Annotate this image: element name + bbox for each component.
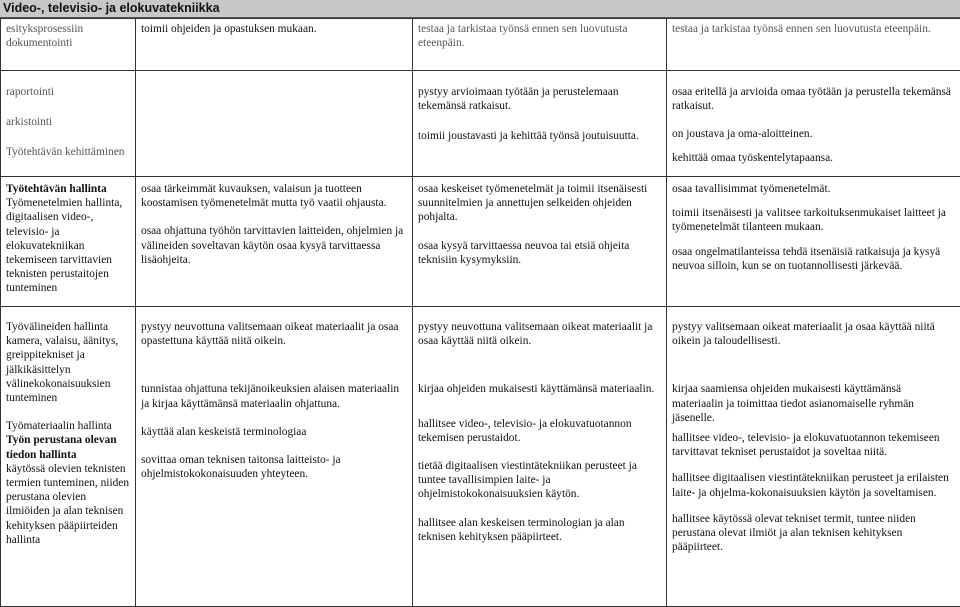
cell-text: testaa ja tarkistaa työnsä ennen sen luovutusta eteenpäin. [418, 22, 661, 50]
row0-col2 [136, 19, 413, 71]
cell-text: osaa eritellä ja arvioida omaa työtään ja perustella tekemänsä ratkaisut. [672, 85, 955, 113]
row2-col4 [667, 177, 960, 307]
cell-text: osaa tärkeimmät kuvauksen, valaisun ja tuotteen koostamisen työmenetelmät mutta työ vaatii ohjausta. [141, 182, 407, 210]
row2-col3 [413, 177, 667, 307]
cell-text: Työmateriaalin hallinta [6, 419, 130, 433]
cell-text: on joustava ja oma-aloitteinen. [672, 127, 955, 141]
cell-text: pystyy neuvottuna valitsemaan oikeat materiaalit ja osaa opastettuna käyttää niitä oikein. [141, 320, 407, 348]
cell-text: arkistointi [6, 115, 130, 129]
cell-text: testaa ja tarkistaa työnsä ennen sen luovutusta eteenpäin. [672, 22, 955, 36]
row1-col3 [413, 71, 667, 177]
table-row [1, 307, 960, 607]
cell-text: käyttää alan keskeistä terminologiaa [141, 425, 407, 439]
row1-col1 [1, 71, 136, 177]
cell-text: hallitsee video-, televisio- ja elokuvatuotannon tekemiseen tarvittavat tekniset perustaidot ja soveltaa niitä. [672, 431, 955, 459]
cell-text: pystyy valitsemaan oikeat materiaalit ja osaa käyttää niitä oikein ja taloudellisesti. [672, 320, 955, 348]
table-row [1, 71, 960, 177]
cell-text: osaa ongelmatilanteissa tehdä itsenäisiä ratkaisuja ja kysyä neuvoa silloin, kun se on tuotannollisesti järkevää. [672, 245, 955, 273]
cell-text: Työvälineiden hallinta kamera, valaisu, äänitys, greippitekniset ja jälkikäsittelyn välinekokonaisuuksien tunteminen [6, 320, 130, 405]
cell-text: kirjaa saamiensa ohjeiden mukaisesti käyttämänsä materiaalin ja toimittaa tiedot asianomaiselle ryhmän jäsenelle. [672, 382, 955, 425]
section-heading: Työtehtävän hallinta [6, 182, 130, 196]
row3-col3 [413, 307, 667, 607]
table-row [1, 19, 960, 71]
cell-text: pystyy neuvottuna valitsemaan oikeat materiaalit ja osaa käyttää niitä oikein. [418, 320, 661, 348]
cell-text: hallitsee digitaalisen viestintätekniikan perusteet ja erilaisten laite- ja ohjelma-kokonaisuuksien käytön ja soveltamisen. [672, 471, 955, 499]
row0-col4 [667, 19, 960, 71]
cell-text: toimii joustavasti ja kehittää työnsä joutuisuutta. [418, 129, 661, 143]
cell-text: toimii ohjeiden ja opastuksen mukaan. [141, 22, 407, 36]
cell-text: osaa tavallisimmat työmenetelmät. [672, 182, 955, 196]
cell-text: hallitsee alan keskeisen terminologian ja alan teknisen kehityksen pääpiirteet. [418, 516, 661, 544]
cell-text: toimii itsenäisesti ja valitsee tarkoituksenmukaiset laitteet ja työmenetelmät tilanteen mukaan. [672, 206, 955, 234]
section-heading: Työn perustana olevan tiedon hallinta [6, 433, 130, 461]
table-row [1, 177, 960, 307]
title-bar [0, 0, 960, 18]
cell-text: osaa keskeiset työmenetelmät ja toimii itsenäisesti suunnitelmien ja annettujen selkeiden ohjeiden pohjalta. [418, 182, 661, 225]
row3-col4 [667, 307, 960, 607]
cell-text: tunnistaa ohjattuna tekijänoikeuksien alaisen materiaalin ja kirjaa käyttämänsä materiaalin ohjattuna. [141, 382, 407, 410]
row2-col2 [136, 177, 413, 307]
cell-text: kirjaa ohjeiden mukaisesti käyttämänsä materiaalin. [418, 382, 661, 396]
cell-text: Työtehtävän kehittäminen [6, 145, 130, 159]
cell-text: osaa ohjattuna työhön tarvittavien laitteiden, ohjelmien ja välineiden soveltavan käytön osaa kysyä tarvittaessa lisäohjeita. [141, 224, 407, 267]
cell-text: pystyy arvioimaan työtään ja perustelemaan tekemänsä ratkaisut. [418, 85, 661, 113]
cell-text: hallitsee video-, televisio- ja elokuvatuotannon tekemisen perustaidot. [418, 417, 661, 445]
cell-text: raportointi [6, 85, 130, 99]
cell-text: osaa kysyä tarvittaessa neuvoa tai etsiä ohjeita teknisiin kysymyksiin. [418, 239, 661, 267]
row0-col3 [413, 19, 667, 71]
document-title: Video-, televisio- ja elokuvatekniikka [0, 0, 960, 17]
cell-text: käytössä olevien teknisten termien tunteminen, niiden perustana olevien ilmiöiden ja alan teknisen kehityksen pääpiirteiden hallinta [6, 462, 130, 547]
criteria-table [0, 18, 960, 607]
row3-col1 [1, 307, 136, 607]
cell-text: esityksprosessiin dokumentointi [6, 22, 130, 50]
row3-col2 [136, 307, 413, 607]
cell-text: sovittaa oman teknisen taitonsa laitteisto- ja ohjelmistokokonaisuuden yhteyteen. [141, 453, 407, 481]
row2-col1 [1, 177, 136, 307]
cell-text: tietää digitaalisen viestintätekniikan perusteet ja tuntee tavallisimpien laite- ja ohjelmistokokonaisuuksien käytön. [418, 459, 661, 502]
cell-text: hallitsee käytössä olevat tekniset termit, tuntee niiden perustana olevat ilmiöt ja alan teknisen kehityksen pääpiirteet. [672, 512, 955, 555]
cell-text: Työmenetelmien hallinta, digitaalisen video-, televisio- ja elokuvatekniikan tekemiseen tarvittavien teknisten perustaitojen tunteminen [6, 196, 130, 295]
row0-col1 [1, 19, 136, 71]
row1-col4 [667, 71, 960, 177]
cell-text: kehittää omaa työskentelytapaansa. [672, 151, 955, 165]
row1-col2 [136, 71, 413, 177]
